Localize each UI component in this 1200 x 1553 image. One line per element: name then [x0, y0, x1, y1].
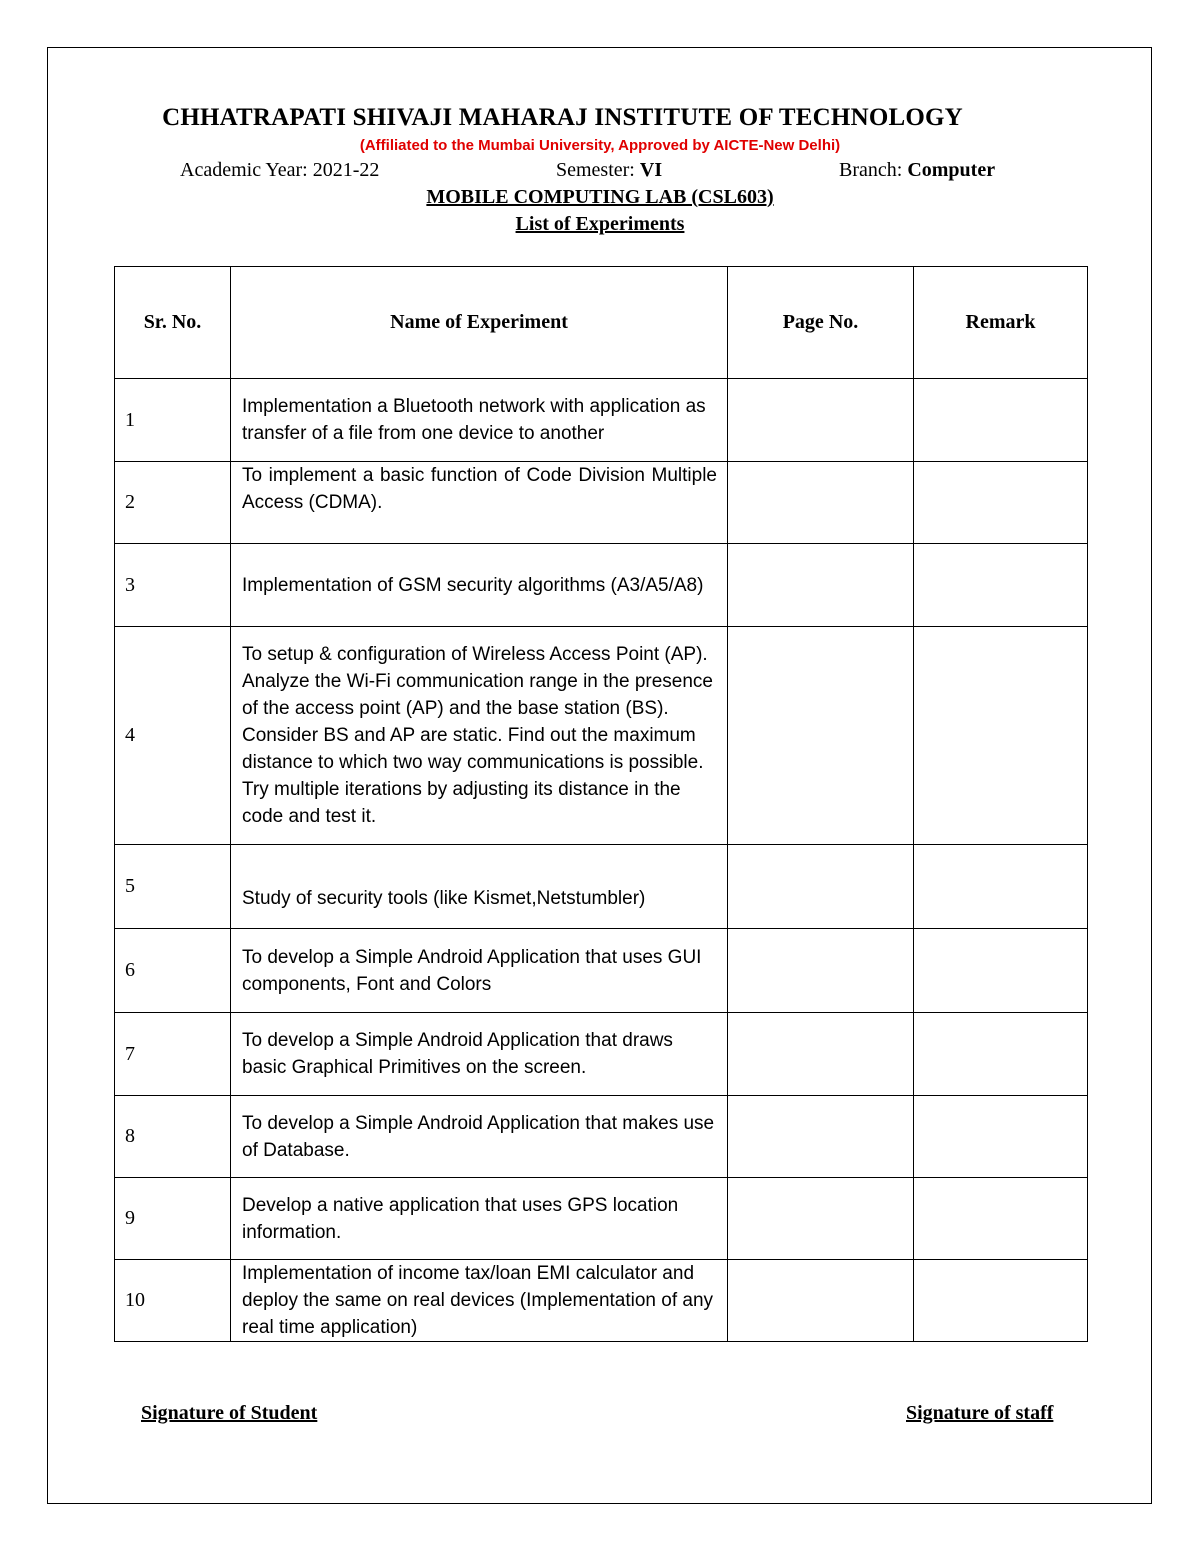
staff-signature-label: Signature of staff — [906, 1402, 1054, 1424]
remark-cell — [914, 627, 1088, 845]
page-no-cell — [728, 462, 914, 544]
column-header-sr-no: Sr. No. — [115, 267, 231, 379]
experiment-name-cell: To develop a Simple Android Application that uses GUI components, Font and Colors — [231, 929, 728, 1013]
remark-cell — [914, 462, 1088, 544]
sr-no-cell: 9 — [115, 1178, 231, 1260]
remark-cell — [914, 379, 1088, 462]
experiment-name-cell: To setup & configuration of Wireless Access Point (AP). Analyze the Wi-Fi communication range in the presence of the access point (AP) and the base station (BS). Consider BS and AP are static. Find out the maximum distance to which two way communications is possible. Try multiple iterations by adjusting its distance in the code and test it. — [231, 627, 728, 845]
column-header-remark: Remark — [914, 267, 1088, 379]
page-no-cell — [728, 627, 914, 845]
sr-no-cell: 7 — [115, 1013, 231, 1096]
page-no-cell — [728, 379, 914, 462]
experiments-table — [114, 266, 1088, 1342]
experiment-name-cell: To develop a Simple Android Application that draws basic Graphical Primitives on the screen. — [231, 1013, 728, 1096]
experiment-name-cell: Implementation a Bluetooth network with application as transfer of a file from one device to another — [231, 379, 728, 462]
sr-no-cell: 10 — [115, 1260, 231, 1342]
sr-no-cell: 2 — [115, 462, 231, 544]
branch — [839, 159, 995, 182]
sr-no-cell: 5 — [115, 845, 231, 929]
sr-no-cell: 3 — [115, 544, 231, 627]
column-header-name: Name of Experiment — [231, 267, 728, 379]
remark-cell — [914, 929, 1088, 1013]
column-header-page-no: Page No. — [728, 267, 914, 379]
page-no-cell — [728, 929, 914, 1013]
sr-no-cell: 6 — [115, 929, 231, 1013]
table-row — [115, 627, 1088, 845]
experiment-name-cell: To implement a basic function of Code Division Multiple Access (CDMA). — [231, 462, 728, 544]
remark-cell — [914, 1178, 1088, 1260]
page-no-cell — [728, 1096, 914, 1178]
experiment-name-cell: Develop a native application that uses GPS location information. — [231, 1178, 728, 1260]
list-title: List of Experiments — [515, 213, 685, 235]
institute-title: CHHATRAPATI SHIVAJI MAHARAJ INSTITUTE OF TECHNOLOGY — [162, 104, 963, 131]
table-header-row — [115, 267, 1088, 379]
semester — [556, 159, 662, 182]
sr-no-cell: 4 — [115, 627, 231, 845]
page-no-cell — [728, 544, 914, 627]
table-row — [115, 1260, 1088, 1342]
page-no-cell — [728, 845, 914, 929]
sr-no-cell: 1 — [115, 379, 231, 462]
sr-no-cell: 8 — [115, 1096, 231, 1178]
experiment-name-cell: To develop a Simple Android Application that makes use of Database. — [231, 1096, 728, 1178]
academic-year-label: Academic Year: — [180, 159, 308, 181]
table-row — [115, 462, 1088, 544]
table-row — [115, 929, 1088, 1013]
remark-cell — [914, 845, 1088, 929]
remark-cell — [914, 1096, 1088, 1178]
experiment-name-cell: Study of security tools (like Kismet,Netstumbler) — [231, 845, 728, 929]
lab-title: MOBILE COMPUTING LAB (CSL603) — [426, 186, 774, 208]
table-row — [115, 544, 1088, 627]
branch-label: Branch: — [839, 159, 903, 181]
semester-label: Semester: — [556, 159, 635, 181]
remark-cell — [914, 1260, 1088, 1342]
remark-cell — [914, 544, 1088, 627]
academic-year-value: 2021-22 — [312, 159, 380, 181]
remark-cell — [914, 1013, 1088, 1096]
experiment-name-cell: Implementation of GSM security algorithms (A3/A5/A8) — [231, 544, 728, 627]
table-row — [115, 379, 1088, 462]
page-no-cell — [728, 1260, 914, 1342]
page-no-cell — [728, 1013, 914, 1096]
page-no-cell — [728, 1178, 914, 1260]
table-row — [115, 1178, 1088, 1260]
semester-value: VI — [639, 159, 663, 181]
table-row — [115, 1096, 1088, 1178]
student-signature-label: Signature of Student — [141, 1402, 318, 1424]
experiment-name-cell: Implementation of income tax/loan EMI calculator and deploy the same on real devices (Implementation of any real time application) — [231, 1260, 728, 1342]
table-row — [115, 1013, 1088, 1096]
affiliation-note: (Affiliated to the Mumbai University, Approved by AICTE-New Delhi) — [359, 137, 841, 154]
academic-year — [180, 159, 379, 182]
branch-value: Computer — [907, 159, 996, 181]
table-row — [115, 845, 1088, 929]
